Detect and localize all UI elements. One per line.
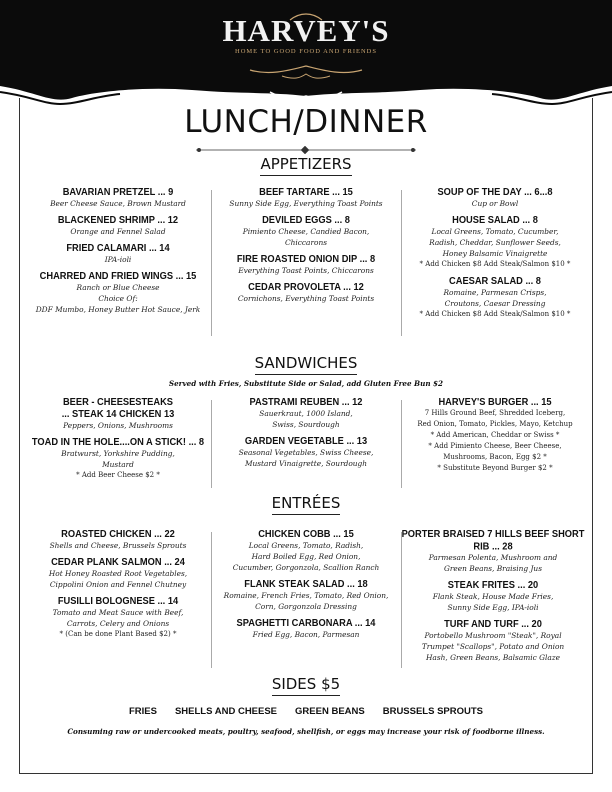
menu-item-description: Mustard Vinaigrette, Sourdough bbox=[244, 459, 368, 468]
menu-item-name: HARVEY'S BURGER ... 15 bbox=[438, 396, 552, 408]
menu-item-description: IPA-ioli bbox=[104, 255, 132, 264]
menu-item-name: PASTRAMI REUBEN ... 12 bbox=[249, 396, 363, 408]
column-divider bbox=[211, 190, 212, 336]
sandwiches-column-3 bbox=[403, 396, 587, 479]
entrees-column-3 bbox=[398, 528, 588, 668]
menu-item-description: Portobello Mushroom "Steak", Royal bbox=[424, 631, 562, 640]
menu-item bbox=[213, 281, 399, 304]
menu-item-name: CEDAR PLANK SALMON ... 24 bbox=[51, 556, 185, 568]
side-item: FRIES bbox=[128, 706, 157, 717]
menu-item bbox=[26, 408, 210, 431]
menu-item bbox=[213, 528, 399, 573]
menu-item-description: Swiss, Sourdough bbox=[272, 420, 340, 429]
menu-item bbox=[403, 214, 587, 270]
menu-item-name: SOUP OF THE DAY ... 6...8 bbox=[437, 186, 553, 198]
menu-item-note: 7 Hills Ground Beef, Shredded Iceberg, bbox=[424, 409, 566, 417]
menu-item-description: Tomato and Meat Sauce with Beef, bbox=[52, 608, 184, 617]
menu-item bbox=[26, 595, 210, 640]
menu-item bbox=[26, 270, 210, 315]
menu-item bbox=[213, 396, 399, 430]
menu-item-name: STEAK FRITES ... 20 bbox=[447, 579, 539, 591]
menu-item-name: FRIED CALAMARI ... 14 bbox=[66, 242, 170, 254]
menu-item-description: Carrots, Celery and Onions bbox=[66, 619, 170, 628]
menu-item-name: ROASTED CHICKEN ... 22 bbox=[61, 528, 175, 540]
menu-item-description: Ranch or Blue Cheese bbox=[76, 283, 160, 292]
menu-item-name: BLACKENED SHRIMP ... 12 bbox=[57, 214, 179, 226]
menu-item-name: PORTER BRAISED 7 HILLS BEEF SHORT RIB ... 28 bbox=[401, 528, 585, 552]
menu-item-note: * Add Beer Cheese $2 * bbox=[76, 471, 160, 479]
menu-item-name: SPAGHETTI CARBONARA ... 14 bbox=[236, 617, 376, 629]
menu-item-description: Hash, Green Beans, Balsamic Glaze bbox=[425, 653, 561, 662]
menu-item bbox=[398, 579, 588, 613]
menu-item-description: Fried Egg, Bacon, Parmesan bbox=[252, 630, 360, 639]
column-divider bbox=[211, 400, 212, 488]
appetizers-column-1 bbox=[26, 186, 210, 320]
menu-item-name: FUSILLI BOLOGNESE ... 14 bbox=[57, 595, 179, 607]
menu-item bbox=[213, 186, 399, 209]
menu-item-description: Corn, Gorgonzola Dressing bbox=[255, 602, 357, 611]
menu-item-name: BEER - CHEESESTEAKS bbox=[62, 396, 174, 408]
menu-item-description: Cornichons, Everything Toast Points bbox=[237, 294, 375, 303]
entrees-heading: ENTRÉES bbox=[0, 494, 612, 515]
menu-title: LUNCH/DINNER bbox=[184, 104, 428, 140]
side-item: SHELLS AND CHEESE bbox=[174, 706, 278, 717]
menu-item bbox=[403, 186, 587, 209]
menu-item-description: Shells and Cheese, Brussels Sprouts bbox=[49, 541, 187, 550]
side-item: BRUSSELS SPROUTS bbox=[382, 706, 484, 717]
menu-item-description: Hot Honey Roasted Root Vegetables, bbox=[48, 569, 188, 578]
menu-item bbox=[213, 435, 399, 469]
menu-item-name: ... STEAK 14 CHICKEN 13 bbox=[61, 408, 175, 420]
side-item: GREEN BEANS bbox=[295, 706, 365, 717]
sandwiches-subline: Served with Fries, Substitute Side or Salad, add Gluten Free Bun $2 bbox=[168, 379, 444, 388]
menu-item-description: Choice Of: bbox=[98, 294, 138, 303]
menu-item-name: TOAD IN THE HOLE....ON A STICK! ... 8 bbox=[31, 436, 205, 448]
menu-item-note: * Add Chicken $8 Add Steak/Salmon $10 * bbox=[419, 260, 571, 268]
sides-heading: SIDES $5 bbox=[0, 675, 612, 696]
sandwiches-column-1 bbox=[26, 396, 210, 486]
menu-item-note: * Substitute Beyond Burger $2 * bbox=[437, 464, 553, 472]
entrees-column-1 bbox=[26, 528, 210, 645]
menu-item-description: Sunny Side Egg, IPA-ioli bbox=[447, 603, 539, 612]
menu-item-name: FIRE ROASTED ONION DIP ... 8 bbox=[236, 253, 376, 265]
menu-item-note: * (Can be done Plant Based $2) * bbox=[59, 630, 177, 638]
appetizers-column-2 bbox=[213, 186, 399, 309]
food-safety-disclaimer: Consuming raw or undercooked meats, poultry, seafood, shellfish, or eggs may increase your risk of foodborne illness. bbox=[67, 727, 545, 736]
header-band bbox=[0, 0, 612, 112]
menu-item-description: Peppers, Onions, Mushrooms bbox=[63, 421, 173, 430]
brand-logo: HARVEY'S bbox=[222, 13, 390, 48]
menu-item-name: CAESAR SALAD ... 8 bbox=[449, 275, 541, 287]
column-divider bbox=[401, 400, 402, 488]
menu-item bbox=[398, 528, 588, 574]
menu-item bbox=[26, 436, 210, 481]
menu-item-name: CHICKEN COBB ... 15 bbox=[258, 528, 354, 540]
menu-item-description: Everything Toast Points, Chiccarons bbox=[238, 266, 374, 275]
menu-item-note: * Add Pimiento Cheese, Beer Cheese, bbox=[428, 442, 562, 450]
menu-item bbox=[26, 528, 210, 551]
menu-item-name: TURF AND TURF ... 20 bbox=[444, 618, 542, 630]
entrees-column-2 bbox=[213, 528, 399, 645]
sides-list bbox=[0, 706, 612, 717]
menu-item-description: Romaine, French Fries, Tomato, Red Onion, bbox=[223, 591, 389, 600]
column-divider bbox=[211, 532, 212, 668]
menu-item-description: Local Greens, Tomato, Cucumber, bbox=[431, 227, 559, 236]
menu-item-name: BEEF TARTARE ... 15 bbox=[259, 186, 353, 198]
menu-item-description: Local Greens, Tomato, Radish, bbox=[248, 541, 364, 550]
menu-item bbox=[398, 618, 588, 663]
menu-item-description: Seasonal Vegetables, Swiss Cheese, bbox=[238, 448, 374, 457]
menu-item-description: Hard Boiled Egg, Red Onion, bbox=[251, 552, 361, 561]
menu-item-description: Sauerkraut, 1000 Island, bbox=[259, 409, 353, 418]
menu-item-description: Flank Steak, House Made Fries, bbox=[432, 592, 554, 601]
menu-item-description: Mustard bbox=[102, 460, 134, 469]
appetizers-heading: APPETIZERS bbox=[0, 155, 612, 176]
menu-item-description: DDF Mumbo, Honey Butter Hot Sauce, Jerk bbox=[35, 305, 201, 314]
menu-item-description: Trumpet "Scallops", Potato and Onion bbox=[421, 642, 565, 651]
menu-item-name: FLANK STEAK SALAD ... 18 bbox=[244, 578, 368, 590]
menu-item bbox=[26, 186, 210, 209]
menu-item-description: Cucumber, Gorgonzola, Scallion Ranch bbox=[232, 563, 380, 572]
menu-item-description: Sunny Side Egg, Everything Toast Points bbox=[229, 199, 383, 208]
title-ornament bbox=[196, 146, 416, 154]
brand-tagline: HOME TO GOOD FOOD AND FRIENDS bbox=[235, 48, 377, 55]
menu-item-description: Chiccarons bbox=[285, 238, 327, 247]
menu-item-description: Cippolini Onion and Fennel Chutney bbox=[49, 580, 187, 589]
menu-item-name: CEDAR PROVOLETA ... 12 bbox=[248, 281, 364, 293]
menu-item-description: Honey Balsamic Vinaigrette bbox=[442, 249, 548, 258]
menu-item-note: * Add American, Cheddar or Swiss * bbox=[430, 431, 560, 439]
menu-item-name: DEVILED EGGS ... 8 bbox=[262, 214, 350, 226]
menu-item bbox=[213, 578, 399, 612]
menu-item bbox=[26, 214, 210, 237]
column-divider bbox=[401, 190, 402, 336]
menu-item-description: Orange and Fennel Salad bbox=[70, 227, 166, 236]
menu-item-name: GARDEN VEGETABLE ... 13 bbox=[244, 435, 368, 447]
menu-item bbox=[403, 396, 587, 474]
sandwiches-column-2 bbox=[213, 396, 399, 474]
menu-item-name: HOUSE SALAD ... 8 bbox=[452, 214, 538, 226]
menu-item-description: Croutons, Caesar Dressing bbox=[444, 299, 546, 308]
menu-item bbox=[26, 556, 210, 590]
menu-item bbox=[26, 396, 210, 408]
menu-item-note: Mushrooms, Bacon, Egg $2 * bbox=[443, 453, 547, 461]
menu-item-name: CHARRED AND FRIED WINGS ... 15 bbox=[39, 270, 197, 282]
sandwiches-heading: SANDWICHES bbox=[0, 354, 612, 375]
menu-item-description: Radish, Cheddar, Sunflower Seeds, bbox=[429, 238, 561, 247]
menu-item-note: * Add Chicken $8 Add Steak/Salmon $10 * bbox=[419, 310, 571, 318]
menu-item-description: Bratwurst, Yorkshire Pudding, bbox=[61, 449, 175, 458]
menu-item-description: Green Beans, Braising Jus bbox=[443, 564, 542, 573]
menu-item-description: Romaine, Parmesan Crisps, bbox=[443, 288, 547, 297]
appetizers-column-3 bbox=[403, 186, 587, 325]
menu-item bbox=[213, 617, 399, 640]
menu-item bbox=[403, 275, 587, 320]
menu-item-note: Red Onion, Tomato, Pickles, Mayo, Ketchup bbox=[417, 420, 573, 428]
menu-item-description: Cup or Bowl bbox=[471, 199, 519, 208]
menu-item-description: Beer Cheese Sauce, Brown Mustard bbox=[50, 199, 186, 208]
menu-item bbox=[213, 214, 399, 248]
menu-item bbox=[213, 253, 399, 276]
menu-item bbox=[26, 242, 210, 265]
menu-item-description: Parmesan Polenta, Mushroom and bbox=[428, 553, 558, 562]
menu-item-description: Pimiento Cheese, Candied Bacon, bbox=[242, 227, 370, 236]
menu-item-name: BAVARIAN PRETZEL ... 9 bbox=[62, 186, 174, 198]
